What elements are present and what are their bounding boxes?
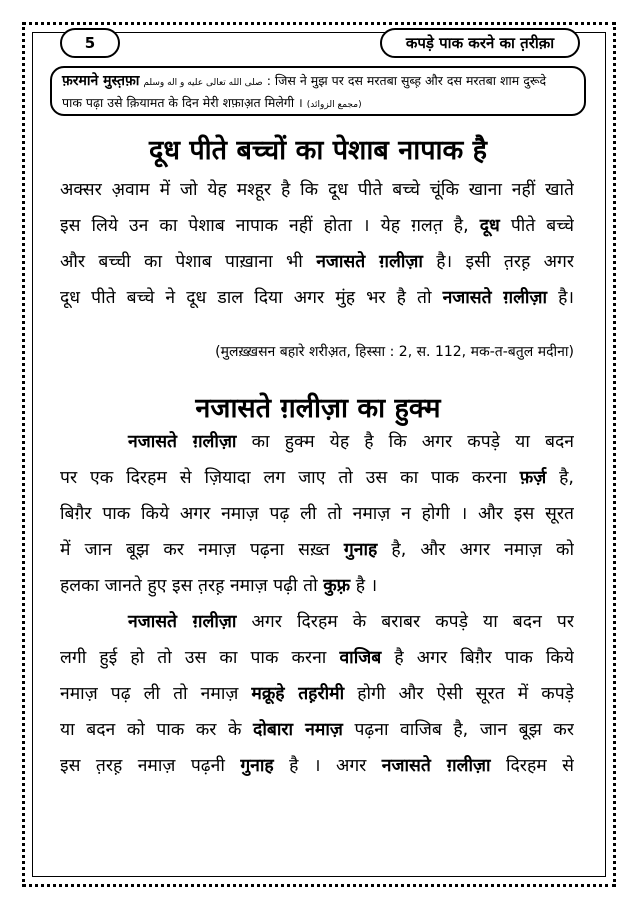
body-text: बिग़ैर पाक किये अगर नमाज़ पढ़ ली तो नमाज़ न होगी । और इस सूरत: [60, 504, 574, 524]
emphasis-term: गुनाह: [343, 540, 378, 560]
page-number: 5: [60, 28, 120, 58]
body-text: है।: [547, 288, 574, 308]
body-text: दूध पीते बच्चे ने दूध डाल दिया अगर मुंह भर है तो: [60, 288, 443, 308]
emphasis-term: दोबारा नमाज़: [253, 720, 343, 740]
section-2-line: [60, 676, 574, 712]
body-text: लगी हुई हो तो उस का पाक करना: [60, 648, 340, 668]
section-1-line: [60, 208, 574, 244]
emphasis-term: नजासते ग़लीज़ा: [381, 756, 491, 776]
section-2-line: [60, 640, 574, 676]
emphasis-term: गुनाह: [240, 756, 274, 776]
body-text: है, और अगर नमाज़ को: [377, 540, 574, 560]
emphasis-term: नजासते ग़लीज़ा: [316, 252, 423, 272]
emphasis-term: दूध: [479, 216, 500, 236]
emphasis-term: नजासते ग़लीज़ा: [442, 288, 547, 308]
body-text: है अगर बिग़ैर पाक किये: [381, 648, 574, 668]
hadith-line-2-text: पाक पढ़ा उसे क़ियामत के दिन मेरी शफ़ाअ़त मिलेगी ।: [62, 95, 303, 110]
section-2-line: [60, 424, 574, 460]
emphasis-term: नजासते ग़लीज़ा: [128, 612, 237, 632]
body-text: इस लिये उन का पेशाब नापाक नहीं होता । येह ग़लत़ है,: [60, 216, 480, 236]
body-text: होगी और ऐसी सूरत में कपड़े: [344, 684, 574, 704]
hadith-box: [50, 66, 586, 116]
section-2-line: [60, 748, 574, 784]
section-2-line: [60, 460, 574, 496]
section-1-line: [60, 244, 574, 280]
body-text: पीते बच्चे: [499, 216, 574, 236]
hadith-line-1: [62, 71, 574, 93]
body-text: दिरहम से: [490, 756, 574, 776]
body-text: है,: [546, 468, 574, 488]
emphasis-term: मक्रूहे तह़रीमी: [251, 684, 345, 704]
body-text: है। इसी त़रह़ अगर: [422, 252, 574, 272]
section-2-line: [60, 532, 574, 568]
body-text: इस त़रह़ नमाज़ पढ़नी: [60, 756, 241, 776]
section-1-line: [60, 172, 574, 208]
body-text: हलका जानते हुए इस त़रह़ नमाज़ पढ़ी तो: [60, 576, 324, 596]
body-text: में जान बूझ कर नमाज़ पढ़ना सख़्त: [60, 540, 344, 560]
body-text: है । अगर: [273, 756, 382, 776]
section-2-line: [60, 568, 574, 604]
section-2-heading: नजासते ग़लीज़ा का हुक्म: [195, 393, 441, 424]
section-1-heading: दूध पीते बच्चों का पेशाब नापाक है: [148, 135, 487, 166]
body-text: और बच्ची का पेशाब पाख़ाना भी: [60, 252, 317, 272]
section-2-body: [60, 424, 574, 784]
body-text: का हुक्म येह है कि अगर कपड़े या बदन: [236, 432, 574, 452]
emphasis-term: वाजिब: [339, 648, 382, 668]
hadith-line-2: [62, 93, 574, 115]
body-text: अक्सर अ़वाम में जो येह मश्हूर है कि दूध पीते बच्चे चूंकि खाना नहीं खाते: [60, 180, 574, 200]
hadith-source: (مجمع الزوائد): [306, 100, 362, 110]
reference-citation: (मुलख़्ख़सन बहारे शरीअ़त, हिस्सा : 2, स. 112, मक-त-बतुल मदीना): [215, 344, 574, 360]
hadith-line-1-rest: : जिस ने मुझ पर दस मरतबा सुब्ह़ और दस मरतबा शाम दुरूदे: [266, 73, 547, 88]
emphasis-term: फ़र्ज़: [519, 468, 547, 488]
emphasis-term: नजासते ग़लीज़ा: [128, 432, 237, 452]
body-text: पर एक दिरहम से ज़ियादा लग जाए तो उस का पाक करना: [60, 468, 520, 488]
section-2-line: [60, 712, 574, 748]
emphasis-term: कुफ़्र: [323, 576, 351, 596]
hadith-lead: फ़रमाने मुस्त़फ़ा: [62, 73, 140, 89]
body-text: है ।: [350, 576, 378, 596]
body-text: पढ़ना वाजिब है, जान बूझ कर: [342, 720, 574, 740]
body-text: या बदन को पाक कर के: [60, 720, 254, 740]
body-text: अगर दिरहम के बराबर कपड़े या बदन पर: [236, 612, 574, 632]
salawat-text: صلى الله تعالى عليه و اله وسلم: [143, 78, 263, 88]
section-2-line: [60, 604, 574, 640]
section-1-body: [60, 172, 574, 316]
section-2-line: [60, 496, 574, 532]
body-text: नमाज़ पढ़ ली तो नमाज़: [60, 684, 252, 704]
section-1-line: [60, 280, 574, 316]
book-title: कपड़े पाक करने का त़रीक़ा: [380, 28, 580, 58]
